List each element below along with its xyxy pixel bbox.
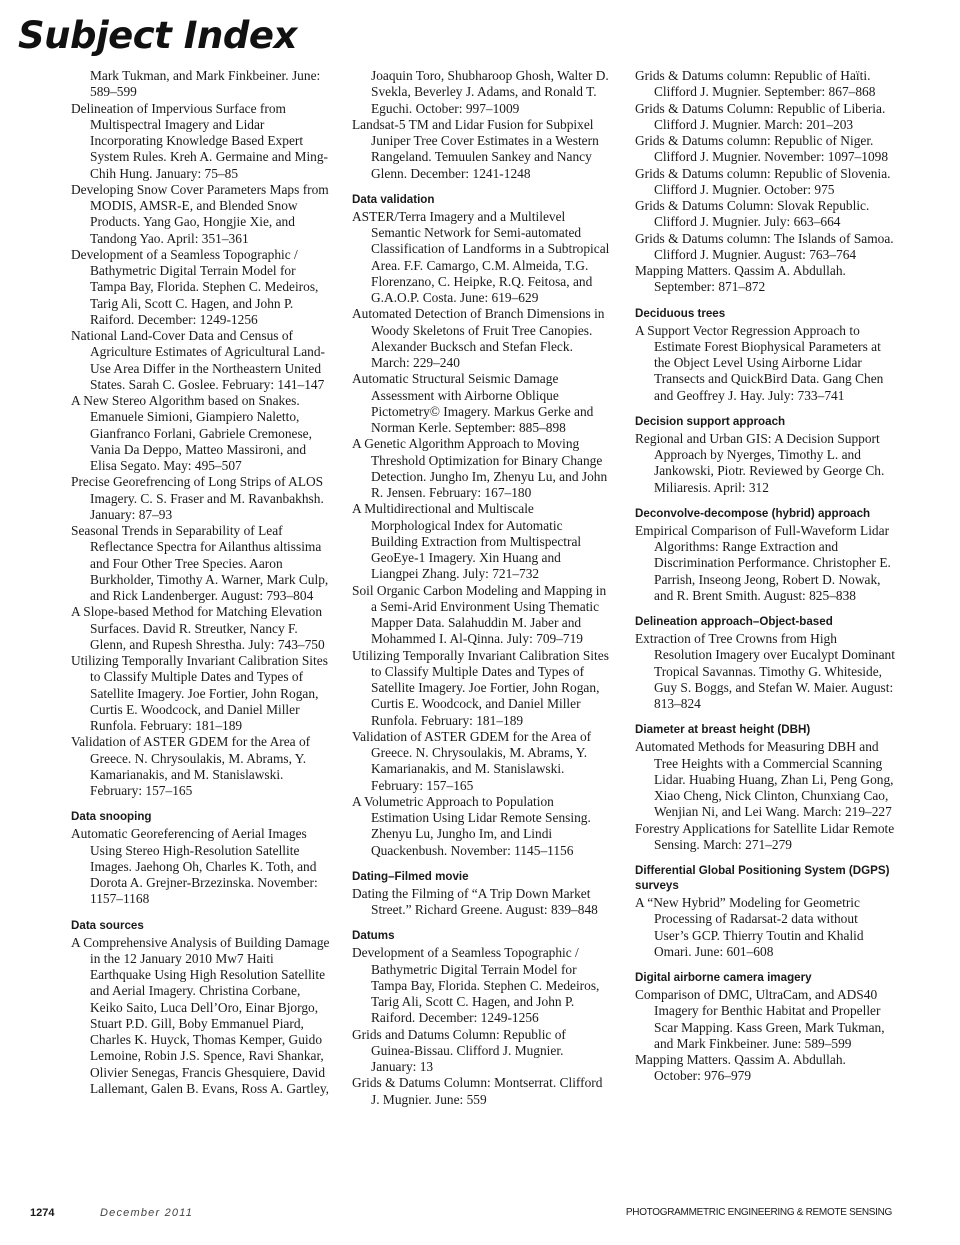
index-entry: Grids & Datums column: Republic of Haïti. Clifford J. Mugnier. September: 867–868 — [635, 68, 876, 100]
index-heading: Data snooping — [71, 810, 152, 824]
index-entry: Automated Methods for Measuring DBH and Tree Heights with a Commercial Scanning Lidar. Huabing Huang, Zhan Li, Peng Gong, Xiao Cheng, Nick Clinton, Chunxiang Cao, Wenjian Ni, and Lei Wang. March: 219–227 — [635, 739, 894, 820]
index-heading: Deciduous trees — [635, 306, 726, 320]
index-entry: A Slope-based Method for Matching Elevation Surfaces. David R. Streutker, Nancy F. Glenn, and Rupesh Shrestha. July: 743–750 — [71, 604, 325, 652]
index-entry: Comparison of DMC, UltraCam, and ADS40 Imagery for Benthic Habitat and Propeller Scar Mapping. Kass Green, Mark Tukman, and Mark Finkbeiner. June: 589–599 — [635, 987, 885, 1051]
index-entry: A Support Vector Regression Approach to Estimate Forest Biophysical Parameters at the Object Level Using Airborne Lidar Transects and QuickBird Data. Gang Chen and Geoffrey J. Hay. July: 733–741 — [635, 322, 884, 403]
index-entry: Precise Georefrencing of Long Strips of ALOS Imagery. C. S. Fraser and M. Ravanbakhsh. January: 87–93 — [71, 474, 324, 522]
index-entry: Automatic Georeferencing of Aerial Images Using Stereo High-Resolution Satellite Images. Jaehong Oh, Charles K. Toth, and Dorota A. Grejner-Brzezinska. November: 1157–1168 — [71, 826, 318, 907]
index-entry: Regional and Urban GIS: A Decision Support Approach by Nyerges, Timothy L. and Jankowski, Piotr. Reviewed by George Ch. Miliaresis. April: 312 — [635, 430, 885, 495]
index-heading: Delineation approach–Object-based — [635, 615, 833, 628]
index-entry: Validation of ASTER GDEM for the Area of Greece. N. Chrysoulakis, M. Abrams, Y. Kamarianakis, and M. Stanislawski. February: 157–165 — [71, 734, 311, 798]
index-entry: Joaquin Toro, Shubharoop Ghosh, Walter D. Svekla, Beverley J. Adams, and Ronald T. Eguchi. October: 997–1009 — [371, 68, 609, 116]
index-entry: Validation of ASTER GDEM for the Area of Greece. N. Chrysoulakis, M. Abrams, Y. Kamarianakis, and M. Stanislawski. February: 157–165 — [352, 728, 592, 793]
index-entry: Developing Snow Cover Parameters Maps from MODIS, AMSR-E, and Blended Snow Products. Yang Gao, Hongjie Xie, and Tandong Yao. April: 351–361 — [71, 181, 329, 246]
index-entry: Forestry Applications for Satellite Lidar Remote Sensing. March: 271–279 — [635, 820, 895, 852]
index-entry: Grids & Datums Column: Republic of Liberia. Clifford J. Mugnier. March: 201–203 — [635, 100, 886, 132]
index-heading: Data validation — [352, 192, 435, 206]
index-entry: A “New Hybrid” Modeling for Geometric Processing of Radarsat-2 data without User’s GCP. Thierry Toutin and Khalid Omari. June: 601–608 — [635, 895, 864, 959]
journal-name: PHOTOGRAMMETRIC ENGINEERING & REMOTE SENSING — [625, 1207, 892, 1218]
index-entry: Automatic Structural Seismic Damage Assessment with Airborne Oblique Pictometry© Imagery. Markus Gerke and Norman Kerle. September: 885–898 — [352, 371, 594, 435]
index-entry: Utilizing Temporally Invariant Calibration Sites to Classify Multiple Dates and Types of Satellite Imagery. Joe Fortier, John Rogan, Curtis E. Woodcock, and Daniel Miller Runfola. February: 181–189 — [352, 647, 609, 728]
index-entry: A Volumetric Approach to Population Estimation Using Lidar Remote Sensing. Zhenyu Lu, Jungho Im, and Lindi Quackenbush. November: 1145–1156 — [352, 793, 591, 858]
index-entry: ASTER/Terra Imagery and a Multilevel Semantic Network for Semi-automated Classification of Landforms in a Subtropical Area. F.F. Camargo, C.M. Almeida, T.G. Florenzano, C. Heipke, R.Q. Feitosa, and G.A.O.P. Costa. June: 619–629 — [352, 208, 610, 305]
index-entry: Development of a Seamless Topographic / Bathymetric Digital Terrain Model for Tampa Bay, Florida. Stephen C. Medeiros, Tarig Ali, Scott C. Hagen, and John P. Raiford. December: 1249-1256 — [71, 246, 319, 327]
index-entry: A Multidirectional and Multiscale Morphological Index for Automatic Building Extraction from Multispectral GeoEye-1 Imagery. Xin Huang and Liangpei Zhang. July: 721–732 — [352, 501, 582, 582]
index-entry: Extraction of Tree Crowns from High Resolution Imagery over Eucalypt Dominant Tropical Savannas. Timothy G. Whiteside, Guy S. Boggs, and Stefan W. Maier. August: 813–824 — [635, 631, 895, 711]
index-entry: Development of a Seamless Topographic / Bathymetric Digital Terrain Model for Tampa Bay, Florida. Stephen C. Medeiros, Tarig Ali, Scott C. Hagen, and John P. Raiford. December: 1249-1256 — [352, 945, 600, 1026]
index-entry: Grids & Datums column: Republic of Niger. Clifford J. Mugnier. November: 1097–1098 — [635, 133, 889, 165]
index-entry: Dating the Filming of “A Trip Down Market Street.” Richard Greene. August: 839–848 — [352, 885, 598, 917]
index-entry: Grids & Datums column: Republic of Slovenia. Clifford J. Mugnier. October: 975 — [635, 165, 891, 197]
page-number: 1274 — [30, 1207, 55, 1219]
issue-date: December 2011 — [100, 1207, 194, 1219]
index-entry: Soil Organic Carbon Modeling and Mapping in a Semi-Arid Environment Using Thematic Mapper Data. Salahuddin M. Jaber and Mohammed I. Al-Qinna. July: 709–719 — [352, 582, 607, 647]
index-entry: Grids and Datums Column: Republic of Guinea-Bissau. Clifford J. Mugnier. January: 13 — [352, 1026, 566, 1074]
index-heading: Diameter at breast height (DBH) — [635, 723, 811, 737]
index-entry: Mapping Matters. Qassim A. Abdullah. October: 976–979 — [635, 1052, 846, 1084]
index-heading: Datums — [352, 929, 395, 943]
index-heading: Dating–Filmed movie — [352, 869, 469, 883]
index-heading: Digital airborne camera imagery — [635, 971, 812, 984]
index-entry: A New Stereo Algorithm based on Snakes. Emanuele Simioni, Giampiero Naletto, Gianfranco Forlani, Gabriele Cremonese, Vania Da Deppo, Matteo Massironi, and Elisa Segato. May: 495–507 — [71, 393, 312, 473]
index-heading: Differential Global Positioning System (DGPS) surveys — [635, 864, 890, 892]
index-entry: National Land-Cover Data and Census of Agriculture Estimates of Agricultural Land-Use Area Differ in the Northeastern United States. Sarah C. Goslee. February: 141–147 — [71, 328, 326, 392]
index-entry: Mapping Matters. Qassim A. Abdullah. September: 871–872 — [635, 263, 846, 295]
index-heading: Deconvolve-decompose (hybrid) approach — [635, 506, 871, 520]
index-entry: Delineation of Impervious Surface from Multispectral Imagery and Lidar Incorporating Knowledge Based Expert System Rules. Kreh A. Germaine and Ming-Chih Hung. January: 75–85 — [71, 100, 329, 181]
index-entry: Grids & Datums column: The Islands of Samoa. Clifford J. Mugnier. August: 763–764 — [635, 230, 894, 262]
index-entry: Automated Detection of Branch Dimensions in Woody Skeletons of Fruit Tree Canopies. Alexander Bucksch and Stefan Fleck. March: 229–240 — [352, 306, 605, 370]
index-entry: A Comprehensive Analysis of Building Damage in the 12 January 2010 Mw7 Haiti Earthquake Using High Resolution Satellite and Aerial Imagery. Christina Corbane, Keiko Saito, Luca Dell’Oro, Einar Bjorgo, Stuart P.D. Gill, Boby Emmanuel Piard, Charles K. Huyck, Thomas Kemper, Guido Lemoine, Robin J.S. Spence, Ravi Shankar, Olivier Senegas, Francis Ghesquiere, David Lallemant, Galen B. Evans, Ross A. Gartley, — [71, 934, 330, 1096]
index-entry: Mark Tukman, and Mark Finkbeiner. June: 589–599 — [90, 68, 321, 100]
index-entry: A Genetic Algorithm Approach to Moving Threshold Optimization for Binary Change Detection. Jungho Im, Zhenyu Lu, and John R. Jensen. February: 167–180 — [352, 436, 608, 500]
index-heading: Data sources — [71, 918, 144, 932]
index-entry: Grids & Datums Column: Montserrat. Clifford J. Mugnier. June: 559 — [352, 1075, 603, 1107]
index-entry: Empirical Comparison of Full-Waveform Lidar Algorithms: Range Extraction and Discrimination Performance. Christopher E. Parrish, Inseong Jeong, Robert D. Nowak, and R. Brent Smith. August: 825–838 — [635, 522, 891, 603]
index-heading: Decision support approach — [635, 414, 786, 428]
index-entry: Grids & Datums Column: Slovak Republic. Clifford J. Mugnier. July: 663–664 — [635, 198, 870, 230]
index-column-1 — [71, 68, 333, 1097]
index-entry: Seasonal Trends in Separability of Leaf Reflectance Spectra for Ailanthus altissima and Four Other Tree Species. Aaron Burkholder, Timothy A. Warner, Mark Culp, and Rick Landenberger. August: 793–804 — [71, 523, 329, 603]
page-title: Subject Index — [18, 14, 297, 57]
index-column-2 — [352, 68, 610, 1108]
index-column-3 — [635, 68, 895, 1085]
index-entry: Landsat-5 TM and Lidar Fusion for Subpixel Juniper Tree Cover Estimates in a Western Rangeland. Temuulen Sankey and Nancy Glenn. December: 1241-1248 — [352, 116, 599, 181]
index-entry: Utilizing Temporally Invariant Calibration Sites to Classify Multiple Dates and Types of Satellite Imagery. Joe Fortier, John Rogan, Curtis E. Woodcock, and Daniel Miller Runfola. February: 181–189 — [71, 653, 328, 733]
